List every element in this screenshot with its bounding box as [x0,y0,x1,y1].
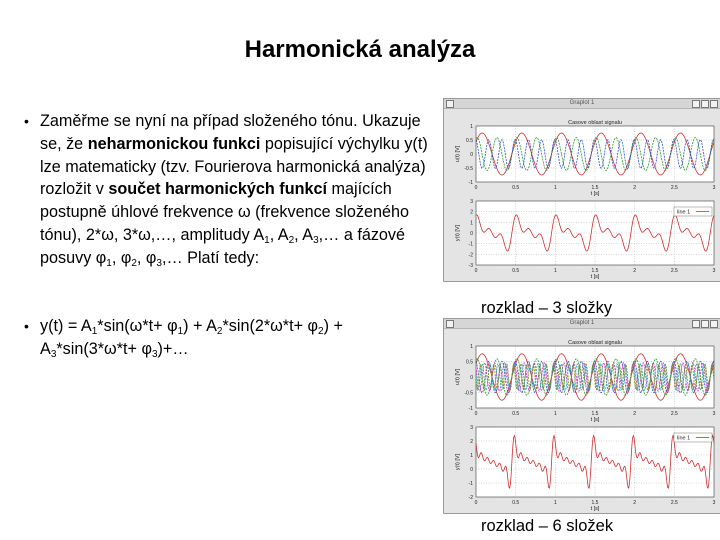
y-tick-label: 0.5 [466,138,473,144]
close-button[interactable] [710,320,718,328]
y-tick-label: -1 [468,180,473,186]
subscript: 3 [151,348,158,360]
x-tick-label: 2 [633,268,637,274]
plot-window-6-components[interactable] [443,318,720,514]
subscript: 2 [318,326,324,337]
close-button[interactable] [710,100,718,108]
y-tick-label: -0.5 [464,390,473,397]
y-axis-label: u(t) [V] [455,145,461,163]
bullet1-text: , φ [111,248,132,267]
maximize-button[interactable] [701,320,709,328]
subscript: 1 [177,326,184,337]
y-tick-label: -2 [468,495,473,501]
bullet-item-1 [24,110,436,270]
bullet-glyph: • [24,113,29,129]
x-tick-label: 3 [712,268,716,274]
bullet1-text: ,… a fázové posuvy φ [40,225,406,267]
bullet1-text: ,… Platí tedy: [161,248,260,267]
y-tick-label: 1 [470,124,473,130]
plot-canvas [444,329,720,513]
x-tick-label: 2.5 [670,268,678,274]
plot-canvas [444,109,720,281]
x-tick-label: 1.5 [591,185,599,191]
y-axis-label: u(t) [V] [455,368,461,386]
bullet-item-2 [24,315,416,361]
subscript: 3 [50,348,57,360]
formula-text: ) + A [183,317,217,335]
bullet1-bold-nonharmonic: neharmonickou funkci [87,134,261,153]
subscript: 1 [264,234,270,246]
subscript: 2 [288,234,295,246]
plot-title: Casove oblast signalu [568,340,622,346]
formula-text: )+… [157,339,189,358]
x-axis-label: t [s] [590,417,600,423]
x-tick-label: 2.5 [670,500,678,506]
x-tick-label: 0.5 [512,185,520,191]
y-axis-label: y(t) [V] [455,224,461,242]
x-tick-label: 1 [553,411,557,417]
x-tick-label: 3 [712,185,716,191]
window-titlebar[interactable] [444,319,720,329]
x-axis-label: t [s] [590,506,600,512]
subscript: 2 [216,326,223,337]
x-tick-label: 2 [633,411,637,417]
subscript: 1 [106,257,112,269]
y-tick-label: 3 [470,199,473,205]
x-tick-label: 0 [474,500,478,506]
y-tick-label: 1 [470,453,473,459]
x-tick-label: 1 [553,185,557,191]
y-tick-label: 0 [470,152,473,158]
x-axis-label: t [s] [590,191,600,197]
x-tick-label: 0 [474,411,478,417]
slide-title: Harmonická analýza [244,36,476,63]
y-tick-label: -2 [468,252,473,259]
window-titlebar[interactable] [444,99,720,109]
bullet1-text: majících postupně úhlové frekvence ω (frekvence složeného tónu), 2*ω, 3*ω,…, amplitudy A [40,180,409,244]
x-tick-label: 1.5 [591,268,599,274]
caption-6-components: rozklad – 6 složek [481,517,614,535]
window-title: Graplot 1 [569,100,595,106]
y-tick-label: 1 [470,220,473,227]
y-tick-label: -1 [468,481,473,487]
x-tick-label: 0.5 [512,268,520,274]
formula-text: *sin(3*ω*t+ φ [56,339,152,358]
x-tick-label: 2 [633,500,637,506]
bullet1-text: , A [294,225,314,244]
bullet1-text: , φ [136,248,157,267]
plot-title: Casove oblast signalu [568,120,622,126]
legend-label: line 1 [677,209,691,216]
formula-text: y(t) = A [40,317,92,335]
x-tick-label: 0 [474,268,478,274]
bullet-glyph: • [24,318,29,334]
y-tick-label: -1 [468,241,473,248]
bullet1-bold-sum: součet harmonických funkcí [108,180,327,199]
y-tick-label: 2 [470,439,473,445]
x-tick-label: 1.5 [591,500,599,506]
y-tick-label: 0 [470,467,473,473]
y-tick-label: 0.5 [466,359,473,366]
window-icon[interactable] [446,320,454,328]
x-tick-label: 3 [712,411,716,417]
formula-text: ) + A [40,317,343,358]
x-tick-label: 1 [553,500,557,506]
subscript: 2 [131,257,137,269]
x-tick-label: 2.5 [670,185,678,191]
y-tick-label: 0 [470,231,473,237]
y-tick-label: 2 [470,209,473,216]
subscript: 3 [156,257,162,269]
y-tick-label: -0.5 [464,166,473,172]
maximize-button[interactable] [701,100,709,108]
x-tick-label: 2 [633,185,637,191]
minimize-button[interactable] [692,100,700,108]
x-axis-label: t [s] [590,274,600,280]
caption-3-components: rozklad – 3 složky [481,299,613,317]
x-tick-label: 0.5 [512,411,520,417]
subscript: 1 [91,326,98,337]
y-axis-label: y(t) [V] [455,453,461,471]
y-tick-label: 0 [470,375,473,381]
bullet1-text: popisující výchylku y(t) lze matematicky (tzv. Fourierova harmonická analýza) rozložit v [40,134,428,199]
x-tick-label: 0.5 [512,500,520,506]
y-tick-label: -1 [468,406,473,412]
y-tick-label: -3 [468,263,473,269]
subscript: 3 [313,234,319,246]
bullet1-text: Zaměřme se nyní na případ složeného tónu. Ukazuje se, že [40,112,421,153]
minimize-button[interactable] [692,320,700,328]
y-tick-label: 1 [470,344,473,350]
x-tick-label: 0 [474,185,478,191]
formula-text: *sin(2*ω*t+ φ [222,317,319,335]
x-tick-label: 1 [553,268,557,274]
formula-text: *sin(ω*t+ φ [97,317,178,335]
x-tick-label: 2.5 [670,411,678,417]
y-tick-label: 3 [470,425,473,431]
plot-window-3-components[interactable] [443,98,720,282]
window-title: Graplot 1 [569,320,595,326]
window-icon[interactable] [446,100,454,108]
x-tick-label: 3 [712,500,716,506]
legend-label: line 1 [677,435,691,442]
x-tick-label: 1.5 [591,411,599,417]
bullet1-text: , A [269,225,289,244]
